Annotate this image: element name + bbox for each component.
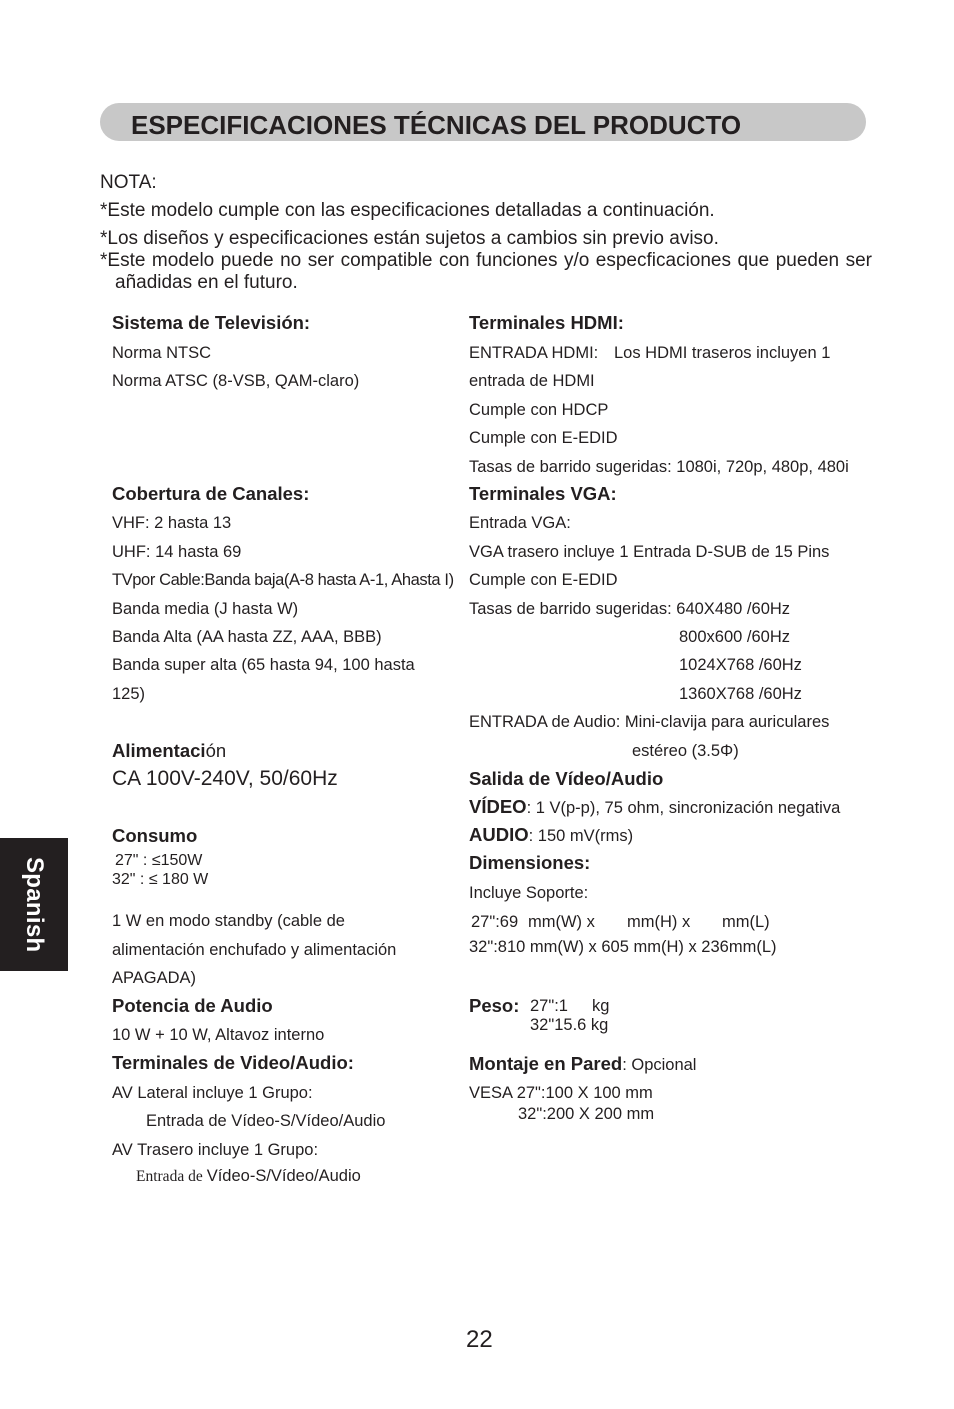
channel-coverage-line: Banda Alta (AA hasta ZZ, AAA, BBB) <box>112 628 382 646</box>
dimension-27-part: mm(W) x <box>528 913 595 931</box>
av-side-inputs: Entrada de Vídeo-S/Vídeo/Audio <box>146 1112 386 1130</box>
channel-coverage-line: TVpor Cable:Banda baja(A-8 hasta A-1, Ahasta I) <box>112 571 454 589</box>
audio-output-label: AUDIO <box>469 824 529 845</box>
vesa-line: VESA 27":100 X 100 mm <box>469 1084 653 1102</box>
hdmi-line: entrada de HDMI <box>469 372 595 390</box>
video-output-label: VÍDEO <box>469 796 527 817</box>
weight-27-value: 27":1 <box>530 997 568 1015</box>
tv-system-line: Norma NTSC <box>112 344 212 362</box>
hdmi-input-value: Los HDMI traseros incluyen 1 <box>614 344 831 362</box>
tv-system-heading: Sistema de Televisión: <box>112 312 311 333</box>
language-tab <box>0 838 68 971</box>
vesa-line: 32":200 X 200 mm <box>518 1105 655 1123</box>
dimensions-heading: Dimensiones: <box>469 852 591 873</box>
channel-coverage-line: Banda super alta (65 hasta 94, 100 hasta <box>112 656 415 674</box>
av-rear-inputs-prefix: Entrada de <box>136 1168 203 1185</box>
vga-line: Cumple con E-EDID <box>469 571 618 589</box>
channel-coverage-line: VHF: 2 hasta 13 <box>112 514 232 532</box>
audio-power-heading: Potencia de Audio <box>112 995 273 1016</box>
video-output-line <box>469 796 840 819</box>
channel-coverage-line: Banda media (J hasta W) <box>112 600 299 618</box>
wall-mount-heading: Montaje en Pared <box>469 1053 623 1074</box>
dimensions-note: Incluye Soporte: <box>469 884 589 902</box>
channel-coverage-line: 125) <box>112 685 146 703</box>
power-heading-bold: Alimentaci <box>112 740 206 761</box>
dimension-32: 32":810 mm(W) x 605 mm(H) x 236mm(L) <box>469 938 777 956</box>
standby-line: 1 W en modo standby (cable de <box>112 912 345 930</box>
power-value: CA 100V-240V, 50/60Hz <box>112 767 338 790</box>
vga-line: Tasas de barrido sugeridas: 640X480 /60Hz <box>469 600 791 618</box>
hdmi-line: Cumple con E-EDID <box>469 429 618 447</box>
note-line: *Este modelo puede no ser compatible con funciones y/o especficaciones que pueden ser <box>100 250 872 271</box>
dimension-27-part: mm(L) <box>722 913 770 931</box>
av-side-group: AV Lateral incluye 1 Grupo: <box>112 1084 313 1102</box>
power-heading-rest: ón <box>205 740 227 761</box>
audio-input-line: ENTRADA de Audio: Mini-clavija para auriculares <box>469 713 830 731</box>
page-title: ESPECIFICACIONES TÉCNICAS DEL PRODUCTO <box>131 110 742 140</box>
wall-mount-value: : Opcional <box>622 1056 697 1074</box>
standby-line: APAGADA) <box>112 969 197 987</box>
consumption-heading: Consumo <box>112 825 198 846</box>
vga-rate: 1024X768 /60Hz <box>679 656 802 674</box>
channel-coverage-heading: Cobertura de Canales: <box>112 483 310 504</box>
audio-output-value: : 150 mV(rms) <box>528 827 634 845</box>
vga-line: Entrada VGA: <box>469 514 571 532</box>
vga-heading: Terminales VGA: <box>469 483 617 504</box>
weight-27-unit: kg <box>592 997 610 1015</box>
consumption-rating: 27" : ≤150W <box>115 852 203 869</box>
standby-line: alimentación enchufado y alimentación <box>112 941 397 959</box>
video-output-value: : 1 V(p-p), 75 ohm, sincronización negativa <box>526 799 841 817</box>
av-rear-inputs-value: Vídeo-S/Vídeo/Audio <box>206 1167 361 1185</box>
audio-input-cont: estéreo (3.5Φ) <box>632 742 739 760</box>
note-line: *Los diseños y especificaciones están sujetos a cambios sin previo aviso. <box>100 228 719 249</box>
vga-rate: 800x600 /60Hz <box>679 628 790 646</box>
note-line: añadidas en el futuro. <box>115 272 298 293</box>
tv-system-line: Norma ATSC (8-VSB, QAM-claro) <box>112 372 360 390</box>
page-number: 22 <box>466 1326 493 1353</box>
dimension-27-part: 27":69 <box>471 913 519 931</box>
hdmi-heading: Terminales HDMI: <box>469 312 624 333</box>
dimension-27-part: mm(H) x <box>627 913 691 931</box>
vga-rate: 1360X768 /60Hz <box>679 685 802 703</box>
weight-heading: Peso: <box>469 995 520 1016</box>
weight-32: 32"15.6 kg <box>530 1016 609 1034</box>
av-rear-inputs <box>136 1166 361 1187</box>
audio-power-value: 10 W + 10 W, Altavoz interno <box>112 1026 325 1044</box>
consumption-rating: 32" : ≤ 180 W <box>112 871 209 888</box>
channel-coverage-line: UHF: 14 hasta 69 <box>112 543 242 561</box>
note-line: *Este modelo cumple con las especificaciones detalladas a continuación. <box>100 200 715 221</box>
av-rear-group: AV Trasero incluye 1 Grupo: <box>112 1141 319 1159</box>
power-heading <box>112 740 226 762</box>
hdmi-input-label: ENTRADA HDMI: <box>469 344 599 362</box>
language-tab-label: Spanish <box>21 856 48 953</box>
wall-mount-line <box>469 1053 696 1076</box>
notes-label: NOTA: <box>100 172 157 193</box>
vga-line: VGA trasero incluye 1 Entrada D-SUB de 15 Pins <box>469 543 830 561</box>
hdmi-line: Tasas de barrido sugeridas: 1080i, 720p, 480p, 480i <box>469 458 849 476</box>
hdmi-line: Cumple con HDCP <box>469 401 609 419</box>
audio-output-line <box>469 824 633 847</box>
av-output-heading: Salida de Vídeo/Audio <box>469 768 664 789</box>
av-terminals-heading: Terminales de Video/Audio: <box>112 1052 354 1073</box>
